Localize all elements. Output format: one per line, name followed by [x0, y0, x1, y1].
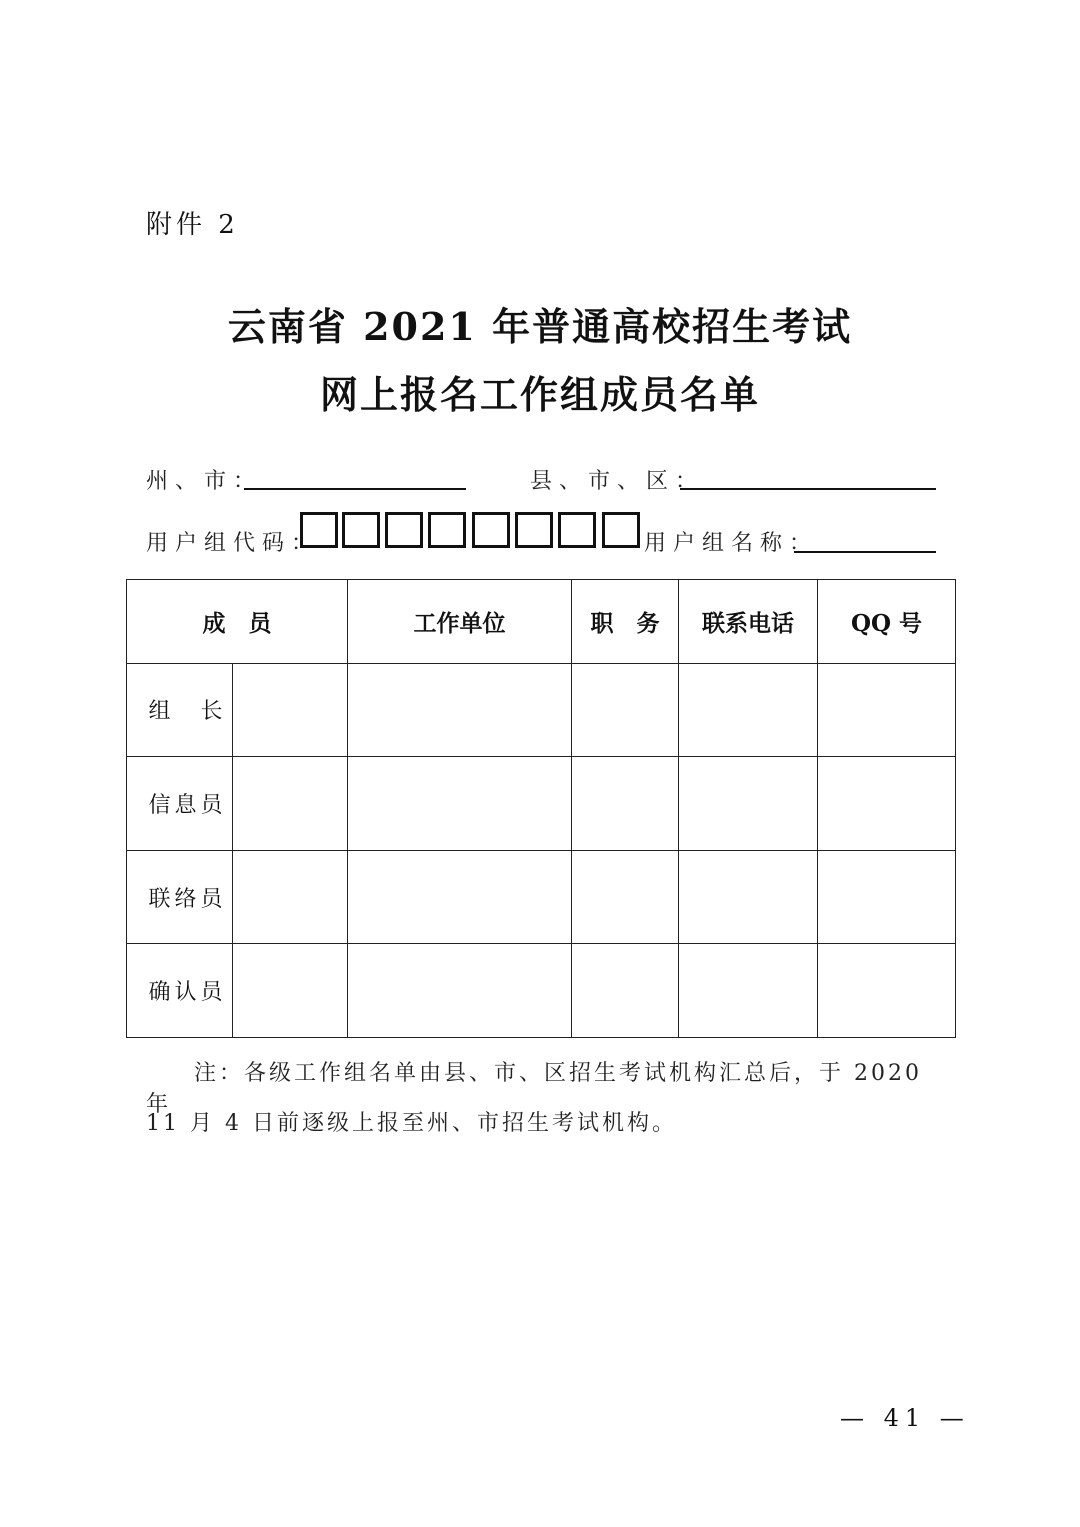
- table-row: [127, 850, 956, 944]
- qq-cell[interactable]: [818, 757, 956, 851]
- document-title-line1: 云南省 2021 年普通高校招生考试: [227, 304, 853, 349]
- position-cell[interactable]: [572, 663, 679, 757]
- note-line2: 11 月 4 日前逐级上报至州、市招生考试机构。: [146, 1111, 677, 1136]
- phone-cell[interactable]: [679, 850, 818, 944]
- phone-cell[interactable]: [679, 944, 818, 1038]
- group-code-box-7[interactable]: [558, 512, 596, 548]
- prefecture-field[interactable]: [244, 488, 466, 490]
- table-row: [127, 944, 956, 1038]
- qq-cell[interactable]: [818, 850, 956, 944]
- name-cell[interactable]: [233, 663, 348, 757]
- note-line1: 注：各级工作组名单由县、市、区招生考试机构汇总后，于 2020 年: [146, 1061, 922, 1117]
- header-member: 成 员: [127, 580, 348, 664]
- work-unit-cell[interactable]: [348, 944, 572, 1038]
- name-cell[interactable]: [233, 757, 348, 851]
- work-unit-cell[interactable]: [348, 850, 572, 944]
- position-cell[interactable]: [572, 757, 679, 851]
- name-cell[interactable]: [233, 850, 348, 944]
- group-name-field[interactable]: [794, 551, 936, 553]
- group-code-box-1[interactable]: [300, 512, 338, 548]
- group-code-box-2[interactable]: [342, 512, 380, 548]
- prefecture-label: 州、市：: [146, 469, 263, 494]
- group-code-box-4[interactable]: [428, 512, 466, 548]
- table-header-row: [127, 580, 956, 664]
- group-name-label: 用户组名称：: [644, 531, 819, 556]
- county-label: 县、市、区：: [530, 469, 705, 494]
- qq-cell[interactable]: [818, 663, 956, 757]
- group-code-box-3[interactable]: [385, 512, 423, 548]
- position-cell[interactable]: [572, 850, 679, 944]
- header-phone: 联系电话: [679, 580, 818, 664]
- document-title-line2: 网上报名工作组成员名单: [319, 372, 760, 417]
- role-leader: 组 长: [127, 663, 233, 757]
- phone-cell[interactable]: [679, 663, 818, 757]
- page-number: — 41 —: [840, 1404, 970, 1432]
- work-unit-cell[interactable]: [348, 757, 572, 851]
- group-code-box-5[interactable]: [472, 512, 510, 548]
- role-info-officer: 信息员: [127, 757, 233, 851]
- position-cell[interactable]: [572, 944, 679, 1038]
- work-unit-cell[interactable]: [348, 663, 572, 757]
- role-confirmer: 确认员: [127, 944, 233, 1038]
- qq-cell[interactable]: [818, 944, 956, 1038]
- table-row: [127, 757, 956, 851]
- group-code-box-8[interactable]: [602, 512, 640, 548]
- header-work-unit: 工作单位: [348, 580, 572, 664]
- group-code-box-6[interactable]: [515, 512, 553, 548]
- county-field[interactable]: [680, 488, 936, 490]
- phone-cell[interactable]: [679, 757, 818, 851]
- group-code-label: 用户组代码：: [146, 531, 321, 556]
- role-liaison: 联络员: [127, 850, 233, 944]
- name-cell[interactable]: [233, 944, 348, 1038]
- header-position: 职 务: [572, 580, 679, 664]
- table-row: [127, 663, 956, 757]
- attachment-label: 附件 2: [146, 210, 239, 240]
- members-table: [126, 579, 956, 1038]
- header-qq: QQ 号: [818, 580, 956, 664]
